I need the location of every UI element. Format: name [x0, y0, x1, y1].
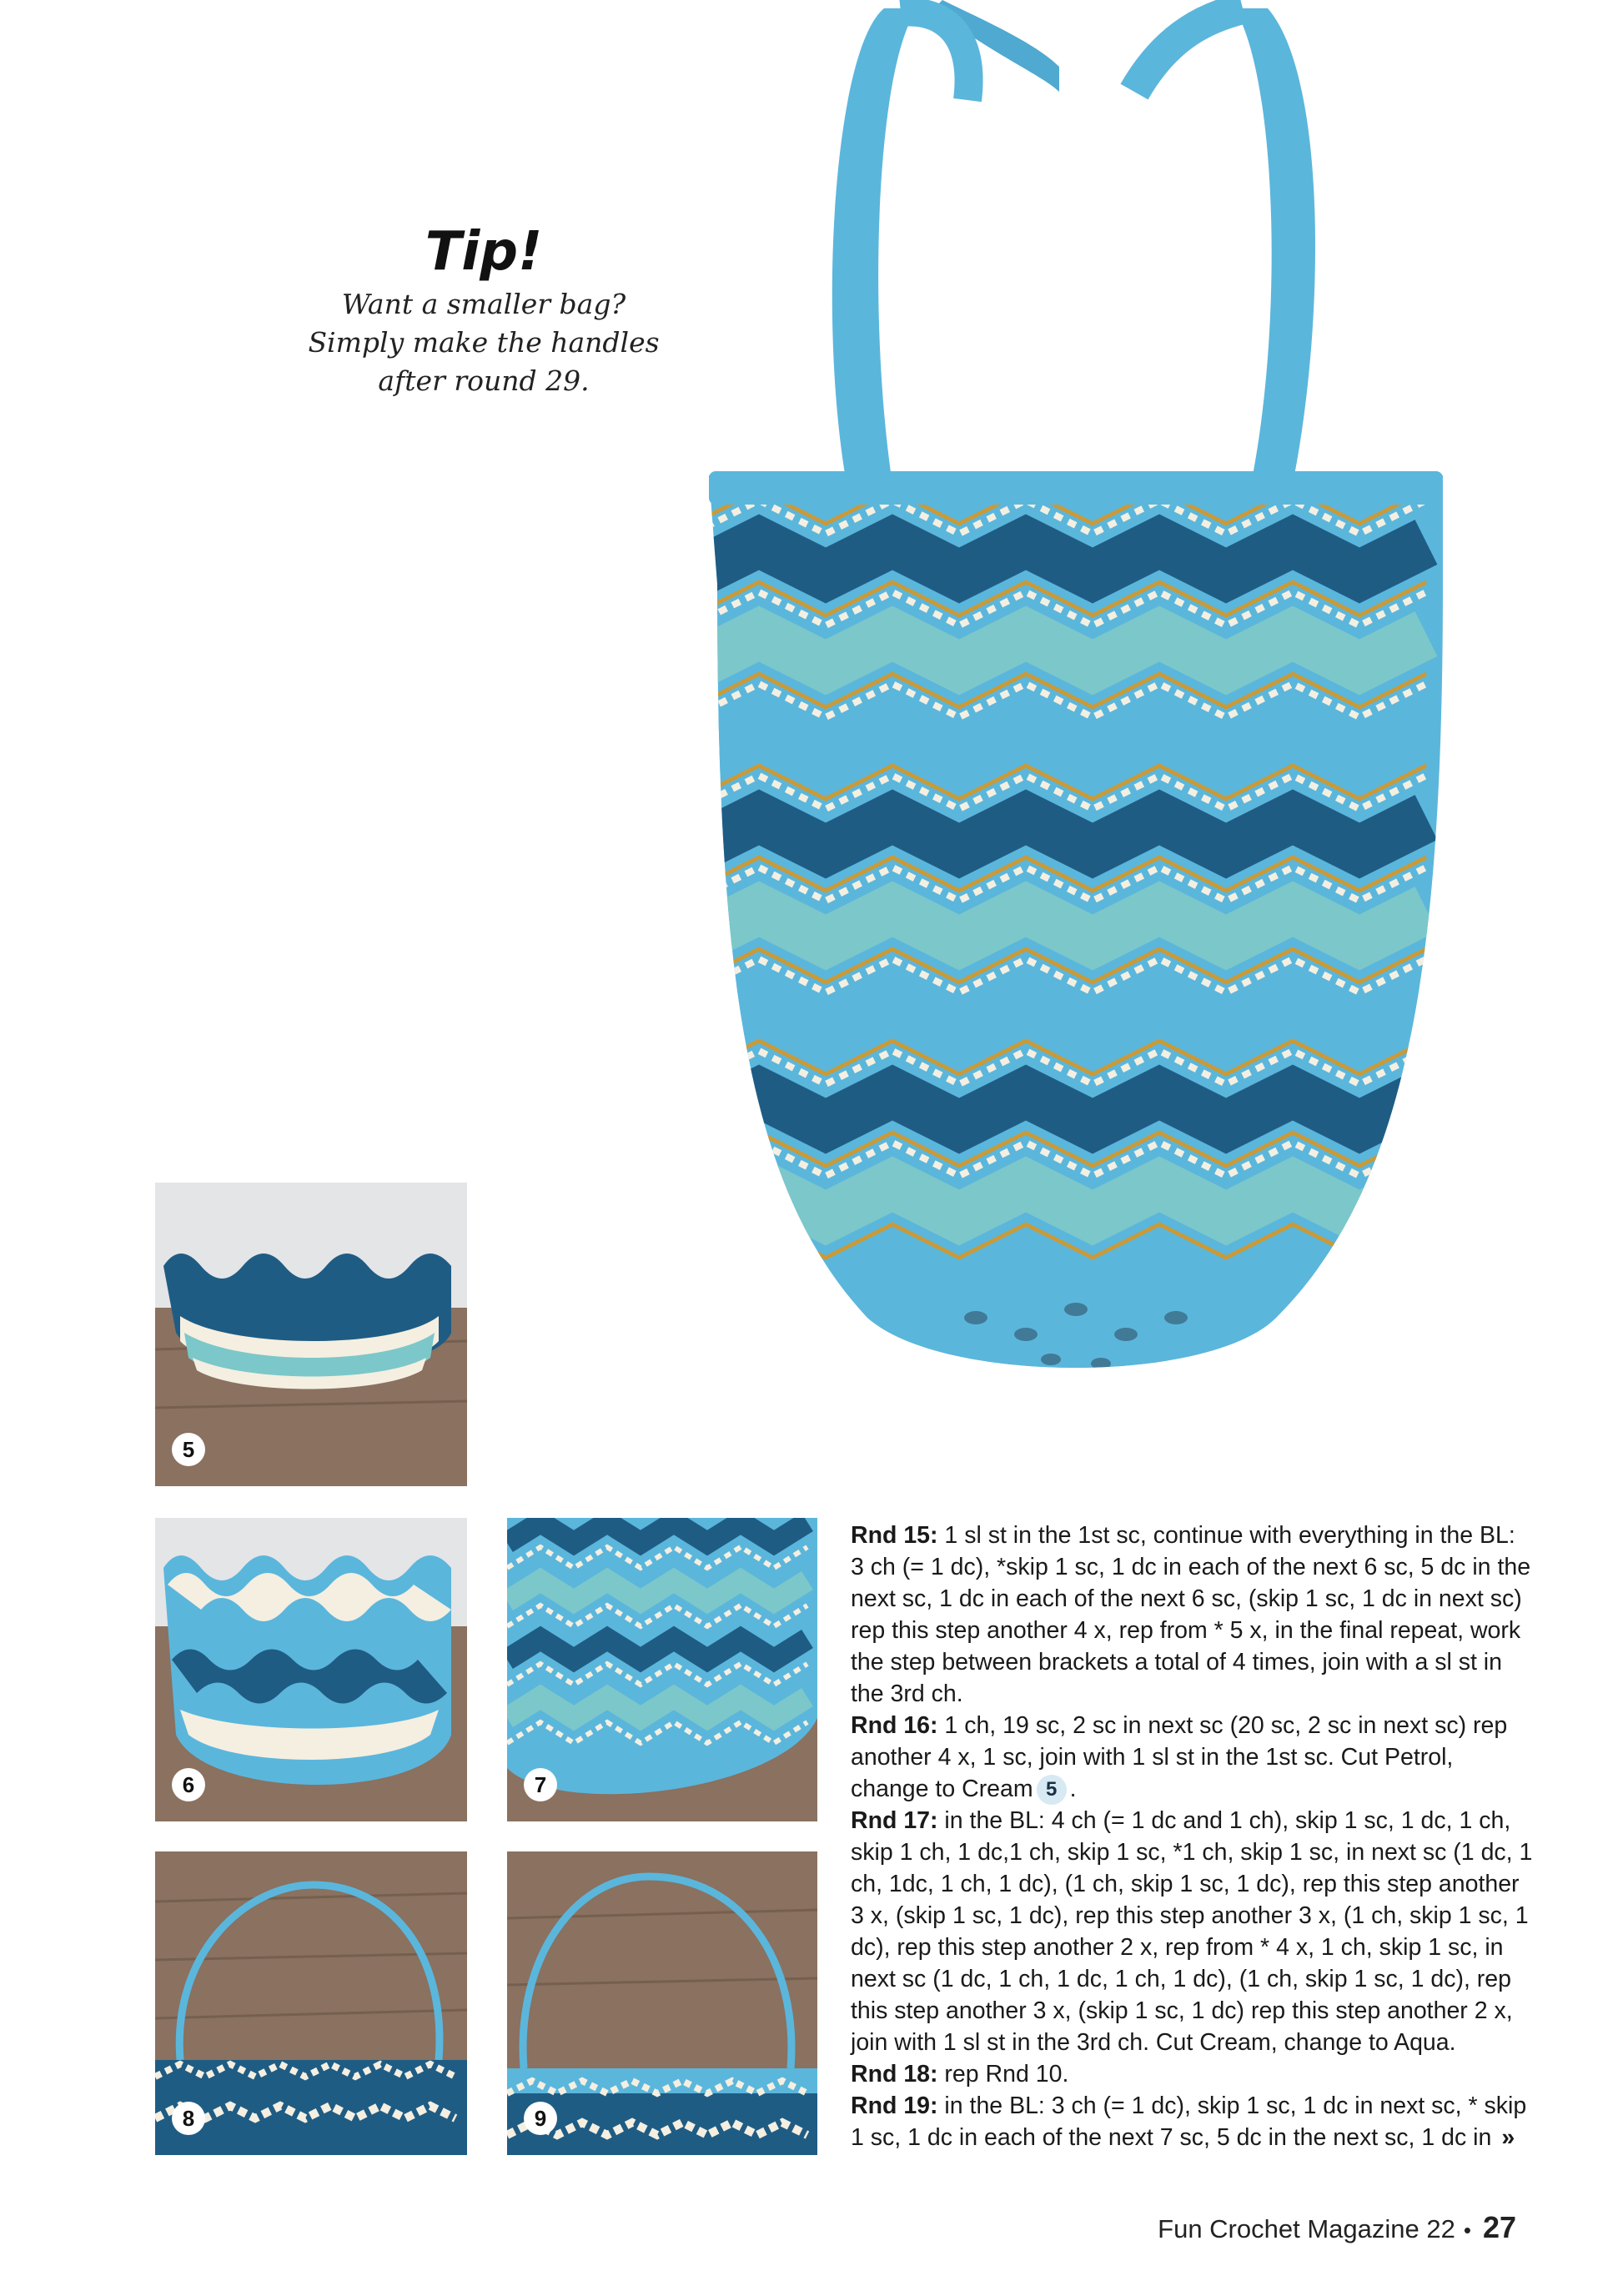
step-number-badge: 5 [172, 1433, 205, 1466]
yarn-number-badge: 5 [1037, 1775, 1067, 1805]
step-photo-5 [155, 1183, 467, 1486]
round-text: 1 sl st in the 1st sc, continue with everything in the BL: 3 ch (= 1 dc), *skip 1 sc, 1 dc in each of the next 6 sc, 5 dc in the next sc, 1 dc in each of the next 6 sc, (skip 1 sc, 1 dc in next sc) rep this step another 4 x, rep from * 5 x, in the final repeat, work the step between brackets a total of 4 times, join with a sl st in the 3rd ch. [851, 1522, 1531, 1707]
tip-line-1: Want a smaller bag? [341, 288, 626, 320]
round-text: in the BL: 3 ch (= 1 dc), skip 1 sc, 1 dc in next sc, * skip 1 sc, 1 dc in each of the next 7 sc, 5 dc in the next sc, 1 dc in [851, 2093, 1527, 2152]
separator-dot: • [1463, 2218, 1471, 2243]
magazine-name: Fun Crochet Magazine 22 [1158, 2214, 1455, 2243]
tip-line-2: Simply make the handles [308, 326, 660, 359]
page-footer [1158, 2210, 1516, 2245]
step-number-badge: 8 [172, 2102, 205, 2135]
step-photo-7 [507, 1518, 817, 1821]
main-bag-photo [692, 0, 1485, 1418]
step-photo-6 [155, 1518, 467, 1821]
step-number-badge: 7 [524, 1768, 557, 1801]
round-label: Rnd 15: [851, 1522, 938, 1549]
round-17 [851, 1805, 1535, 2058]
round-16 [851, 1710, 1535, 1805]
round-label: Rnd 17: [851, 1807, 938, 1835]
pattern-instructions [851, 1520, 1535, 2153]
round-text: rep Rnd 10. [937, 2061, 1069, 2088]
tip-line-3: after round 29. [378, 364, 590, 397]
round-19 [851, 2090, 1535, 2153]
continue-arrow-icon: » [1501, 2124, 1515, 2152]
tip-box [300, 221, 667, 400]
tip-title: Tip! [425, 221, 543, 283]
page-number: 27 [1482, 2210, 1516, 2244]
round-text: 1 ch, 19 sc, 2 sc in next sc (20 sc, 2 sc in next sc) rep another 4 x, 1 sc, join with 1 sl st in the 1st sc. Cut Petrol, change to Cream [851, 1712, 1508, 1802]
round-label: Rnd 18: [851, 2061, 938, 2088]
round-text-end: . [1069, 1776, 1077, 1802]
round-text: in the BL: 4 ch (= 1 dc and 1 ch), skip 1 sc, 1 dc, 1 ch, skip 1 ch, 1 dc,1 ch, skip 1 sc, *1 ch, skip 1 sc, in next sc (1 dc, 1 ch, 1dc, 1 ch, 1 dc), (1 ch, skip 1 sc, 1 dc), rep this step another 3 x, (skip 1 sc, 1 dc), rep this step another 3 x, (1 ch, skip 1 sc, 1 dc), rep this step another 2 x, rep from * 4 x, 1 ch, skip 1 sc, in next sc (1 dc, 1 ch, 1 dc, 1 ch, 1 dc), (1 ch, skip 1 sc, 1 dc), rep this step another 3 x, (skip 1 sc, 1 dc) rep this step another 2 x, join with 1 sl st in the 3rd ch. Cut Cream, change to Aqua. [851, 1807, 1533, 2057]
round-label: Rnd 19: [851, 2093, 938, 2120]
step-number-badge: 9 [524, 2102, 557, 2135]
round-15 [851, 1520, 1535, 1710]
step-photo-9 [507, 1851, 817, 2155]
round-18 [851, 2058, 1535, 2090]
round-label: Rnd 16: [851, 1712, 938, 1739]
step-photo-8 [155, 1851, 467, 2155]
step-number-badge: 6 [172, 1768, 205, 1801]
